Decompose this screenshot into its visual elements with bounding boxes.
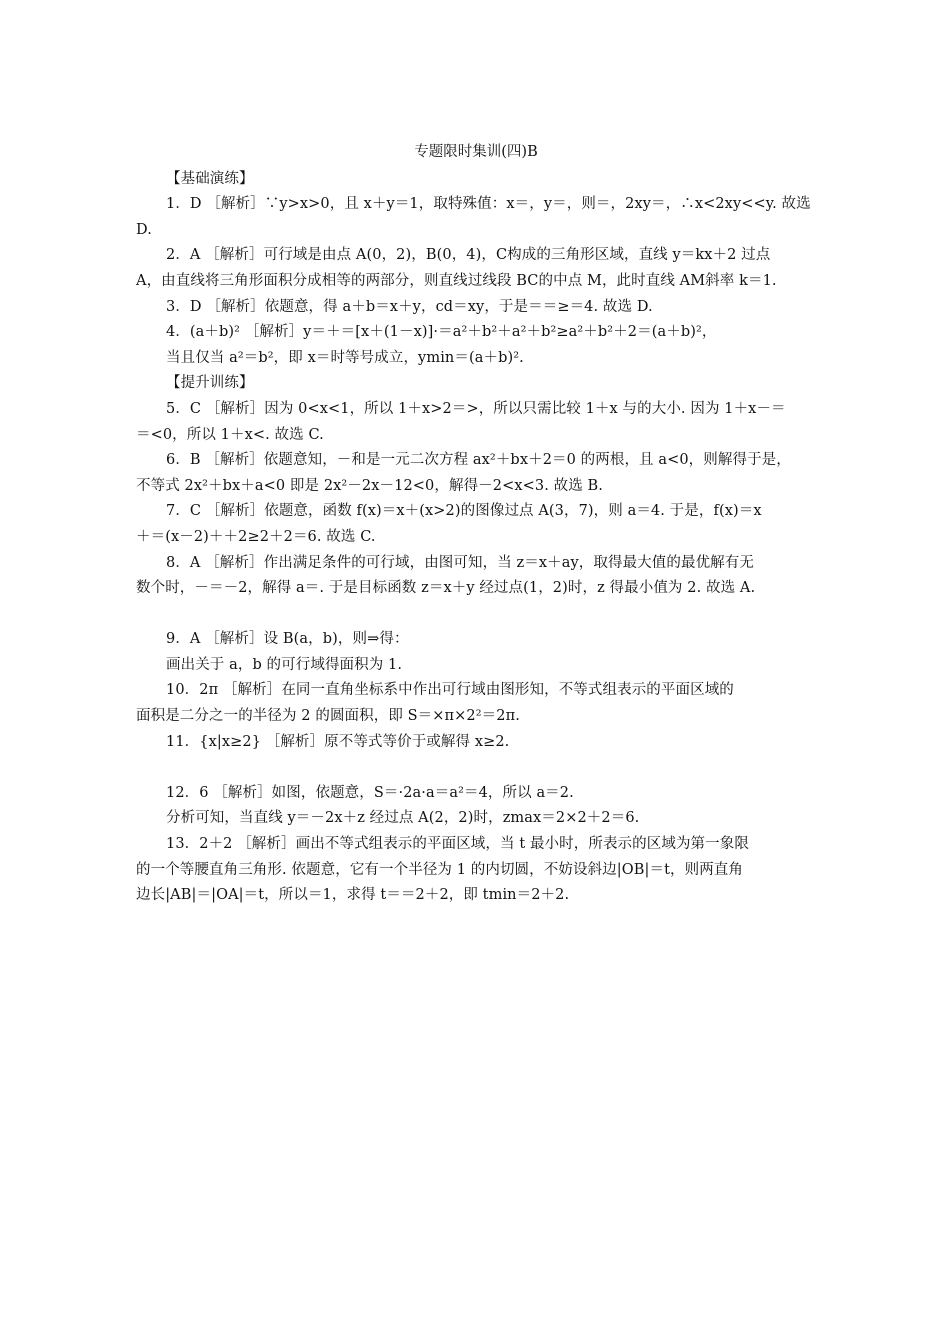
text-line: ＝<0，所以 1＋x<. 故选 C. [136,426,324,443]
text-line: 数个时，－＝－2，解得 a＝. 于是目标函数 z＝x＋y 经过点(1，2)时，z 得最小值为 2. 故选 A. [136,580,756,597]
text-line: ＋＝(x－2)＋＋2≥2＋2＝6. 故选 C. [136,528,376,545]
text-line: 12．6 ［解析］如图，依题意，S＝·2a·a＝a²＝4，所以 a＝2. [166,784,574,801]
text-line: 3．D ［解析］依题意，得 a＋b＝x＋y，cd＝xy，于是＝＝≥＝4. 故选 D. [166,298,653,315]
text-line: 9．A ［解析］设 B(a，b)，则⇒得： [166,631,409,648]
text-line: 的一个等腰直角三角形. 依题意，它有一个半径为 1 的内切圆，不妨设斜边|OB|＝t，则两直角 [136,861,743,878]
text-line: 画出关于 a，b 的可行域得面积为 1. [166,656,403,673]
text-line: 6．B ［解析］依题意知，－和是一元二次方程 ax²＋bx＋2＝0 的两根，且 a<0，则解得于是， [166,452,791,469]
document-title: 专题限时集训(四)B [414,144,538,160]
section-heading: 【提升训练】 [166,375,254,392]
text-line: 不等式 2x²＋bx＋a<0 即是 2x²－2x－12<0，解得－2<x<3. 故选 B. [136,477,603,494]
text-line: 分析可知，当直线 y＝－2x＋z 经过点 A(2，2)时，zmax＝2×2＋2＝6. [166,810,640,827]
text-line: 5．C ［解析］因为 0<x<1，所以 1＋x>2＝>，所以只需比较 1＋x 与的大小. 因为 1＋x－＝ [166,400,786,417]
text-line: 7．C ［解析］依题意，函数 f(x)＝x＋(x>2)的图像过点 A(3，7)，则 a＝4. 于是，f(x)＝x [166,503,762,520]
blank-line [136,755,816,781]
text-line: 8．A ［解析］作出满足条件的可行域，由图可知，当 z＝x＋ay，取得最大值的最优解有无 [166,554,754,571]
text-line: 13．2＋2 ［解析］画出不等式组表示的平面区域，当 t 最小时，所表示的区域为第一象限 [166,836,749,853]
text-line: 边长|AB|＝|OA|＝t，所以＝1，求得 t＝＝2＋2，即 tmin＝2＋2. [136,887,570,904]
blank-line [136,602,816,628]
document-page [136,140,816,909]
text-line: 面积是二分之一的半径为 2 的圆面积，即 S＝×π×2²＝2π. [136,708,520,725]
text-line: 当且仅当 a²＝b²，即 x＝时等号成立，ymin＝(a＋b)². [166,349,524,366]
text-line: 1．D ［解析］∵y>x>0，且 x＋y＝1，取特殊值：x＝，y＝，则＝，2xy＝，∴x<2xy<<y. 故选 [166,196,811,213]
text-line: 2．A ［解析］可行域是由点 A(0，2)，B(0，4)，C构成的三角形区域，直线 y＝kx＋2 过点 [166,247,771,264]
text-line: 10．2π ［解析］在同一直角坐标系中作出可行域由图形知，不等式组表示的平面区域的 [166,682,734,699]
text-line: D. [136,221,152,238]
section-heading: 【基础演练】 [166,170,254,187]
text-line: A，由直线将三角形面积分成相等的两部分，则直线过线段 BC的中点 M，此时直线 AM斜率 k＝1. [136,272,777,289]
text-line: 11．{x|x≥2} ［解析］原不等式等价于或解得 x≥2. [166,733,510,750]
text-line: 4．(a＋b)² ［解析］y＝＋＝[x＋(1－x)]·＝a²＋b²＋a²＋b²≥a²＋b²＋2＝(a＋b)²， [166,324,717,341]
document-body [136,167,816,909]
